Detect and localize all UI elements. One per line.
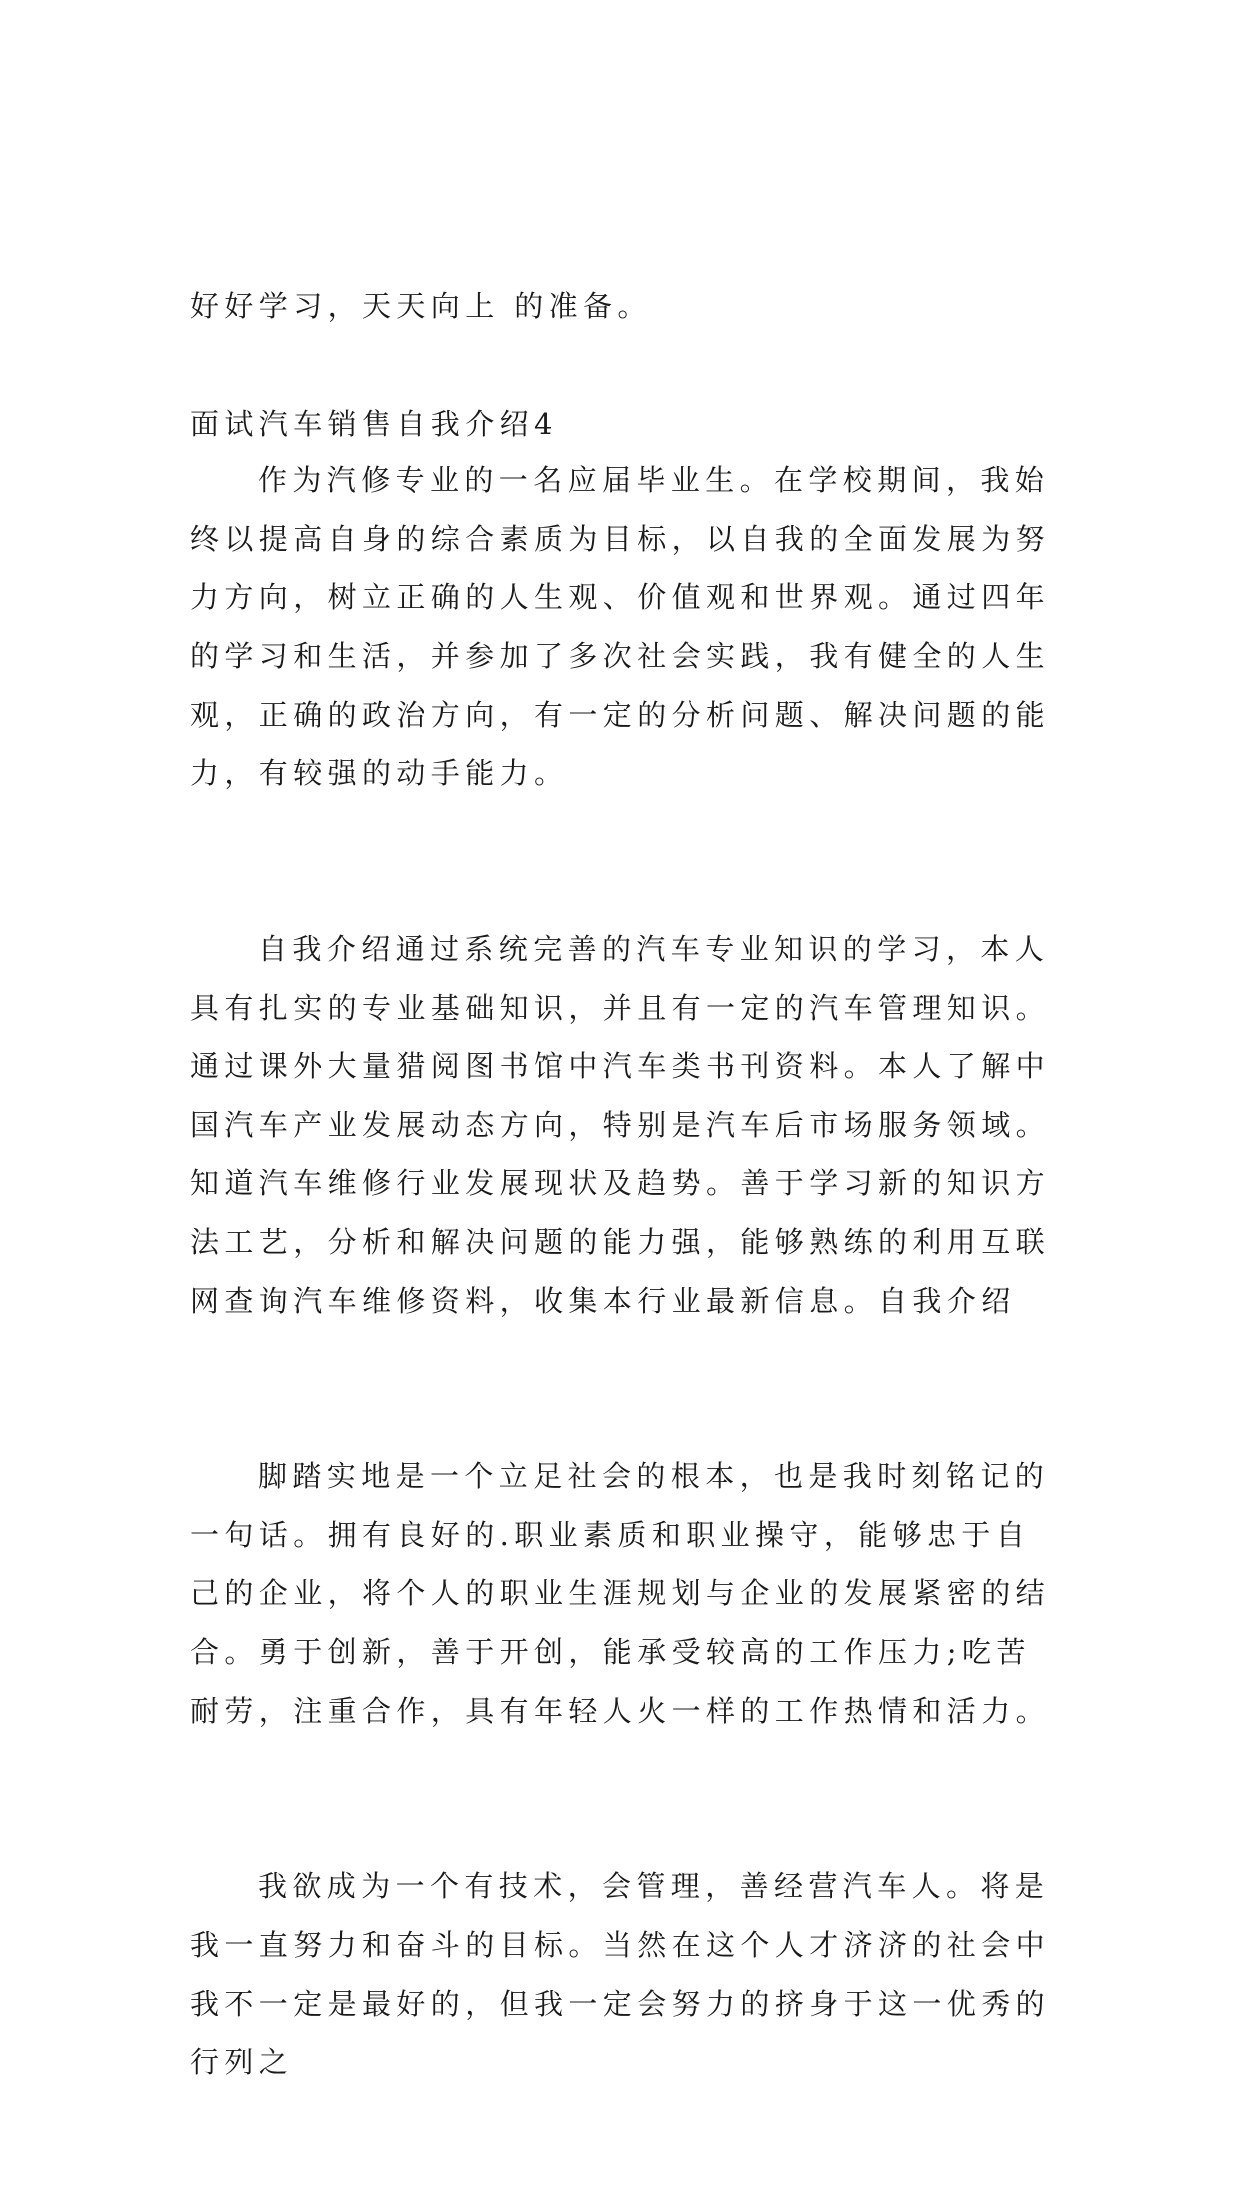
section-heading-text: 面试汽车销售自我介绍4 [190, 407, 558, 442]
paragraph: 我欲成为一个有技术，会管理，善经营汽车人。将是我一直努力和奋斗的目标。当然在这个人才济济的社会中我不一定是最好的，但我一定会努力的挤身于这一优秀的行列之 [190, 1869, 1051, 2080]
paragraph: 脚踏实地是一个立足社会的根本，也是我时刻铭记的一句话。拥有良好的.职业素质和职业操守，能够忠于自己的企业，将个人的职业生涯规划与企业的发展紧密的结合。勇于创新，善于开创，能承受较高的工作压力;吃苦耐劳，注重合作，具有年轻人火一样的工作热情和活力。 [190, 1459, 1051, 1728]
body-text [190, 334, 1060, 2209]
leading-line-text: 好好学习，天天向上 的准备。 [190, 289, 652, 324]
paragraph: 作为汽修专业的一名应届毕业生。在学校期间，我始终以提高自身的综合素质为目标，以自我的全面发展为努力方向，树立正确的人生观、价值观和世界观。通过四年的学习和生活，并参加了多次社会实践，我有健全的人生观，正确的政治方向，有一定的分析问题、解决问题的能力，有较强的动手能力。 [190, 463, 1051, 791]
paragraph: 自我介绍通过系统完善的汽车专业知识的学习，本人具有扎实的专业基础知识，并且有一定的汽车管理知识。通过课外大量猎阅图书馆中汽车类书刊资料。本人了解中国汽车产业发展动态方向，特别是汽车后市场服务领域。知道汽车维修行业发展现状及趋势。善于学习新的知识方法工艺，分析和解决问题的能力强，能够熟练的利用互联网查询汽车维修资料，收集本行业最新信息。自我介绍 [190, 931, 1051, 1318]
